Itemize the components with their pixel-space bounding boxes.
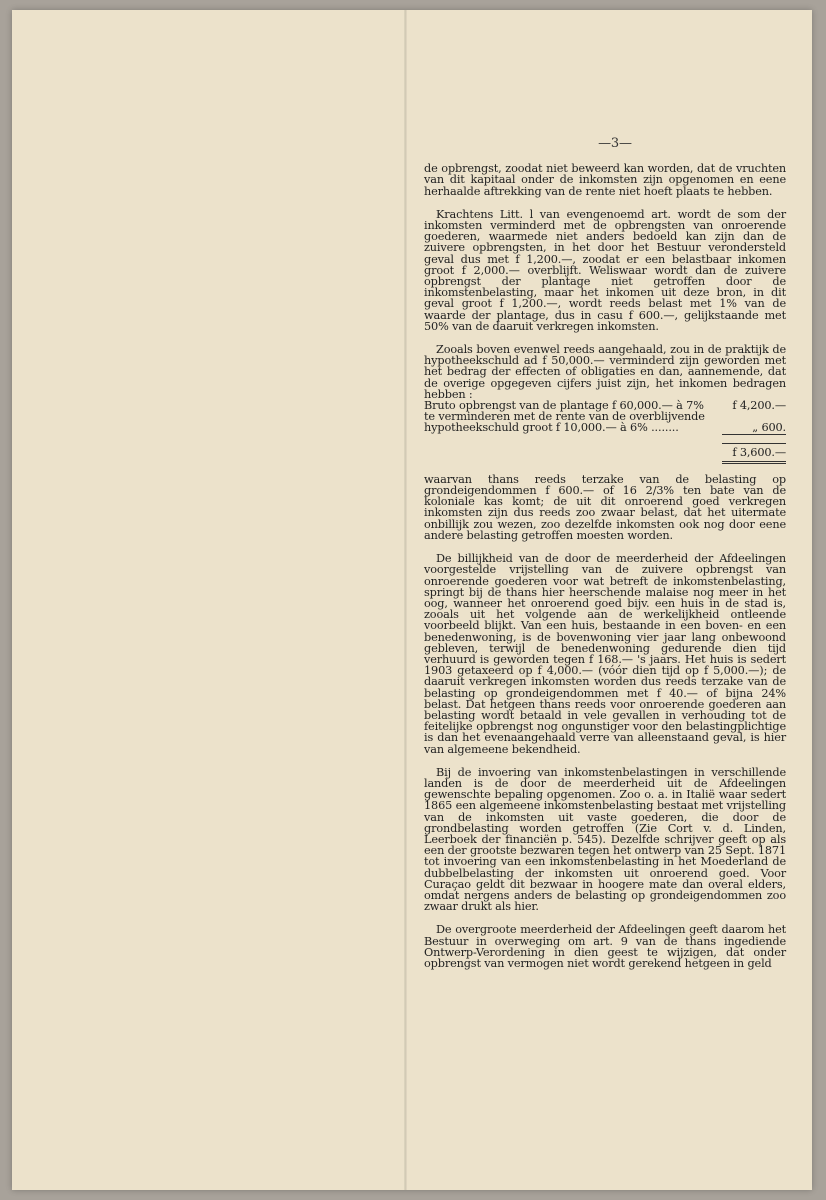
calculation-amount-gross: f 4,200.— <box>732 399 786 413</box>
calculation-total-row <box>424 443 786 464</box>
paragraph-7: De overgroote meerderheid der Afdeelingen geeft daarom het Bestuur in overweging om art. 9 van de thans ingediende Ontwerp-Verordening in dien geest te wijzigen, dat onder opbrengst van vermogen niet wordt gerekend hetgeen in geld <box>424 923 786 970</box>
calculation-amount-interest: „ 600. <box>722 422 786 434</box>
document-page <box>12 10 812 1190</box>
calculation-label-deduct: te verminderen met de rente van de overblijvende <box>424 410 705 424</box>
page-fold <box>404 10 407 1190</box>
paragraph-3-block <box>424 344 786 464</box>
paragraph-1: de opbrengst, zoodat niet beweerd kan worden, dat de vruchten van dit kapitaal onder de inkomsten zijn opgenomen en eene herhaalde aftrekking van de rente niet hoeft plaats te hebben. <box>424 162 786 198</box>
paragraph-6: Bij de invoering van inkomstenbelastingen in verschillende landen is de door de meerderheid uit de Afdeelingen gewenschte bepaling opgenomen. Zoo o. a. in Italië waar sedert 1865 een algemeene inkomstenbelasting bestaat met vrijstelling van de inkomsten uit vaste goederen, die door de grondbelasting worden getroffen (Zie Cort v. d. Linden, Leerboek der financiën p. 545). Dezelfde schrijver geeft op als een der grootste bezwaren tegen het ontwerp van 25 Sept. 1871 tot invoering van een inkomstenbelasting in het Moederland de dubbelbelasting der inkomsten uit onroerend goed. Voor Curaçao geldt dit bezwaar in hoogere mate dan overal elders, omdat nergens anders de belasting op grondeigendommen zoo zwaar drukt als hier. <box>424 765 786 914</box>
text-column <box>424 138 786 981</box>
calculation-total: f 3,600.— <box>722 443 786 464</box>
calculation-label-interest: hypotheekschuld groot f 10,000.— à 6% ........ <box>424 421 679 435</box>
paragraph-2: Krachtens Litt. l van evengenoemd art. wordt de som der inkomsten verminderd met de opbrengsten van onroerende goederen, waarmede niet anders bedoeld kan zijn dan de zuivere opbrengsten, in het door het Bestuur verondersteld geval dus met f 1,200.—, zoodat er een belastbaar inkomen groot f 2,000.— overblijft. Weliswaar wordt dan de zuivere opbrengst der plantage niet getroffen door de inkomstenbelasting, maar het inkomen uit deze bron, in dit geval groot f 1,200.—, wordt reeds belast met 1% van de waarde der plantage, dus in casu f 600.—, gelijkstaande met 50% van de daaruit verkregen inkomsten. <box>424 207 786 333</box>
calculation-row-interest <box>424 422 786 434</box>
paragraph-3: Zooals boven evenwel reeds aangehaald, zou in de praktijk de hypotheekschuld ad f 50,000.— verminderd zijn geworden met het bedrag der effecten of obligaties en dan, aannemende, dat de overige opgegeven cijfers juist zijn, het inkomen bedragen hebben : <box>424 343 786 401</box>
paragraph-4: waarvan thans reeds terzake van de belasting op grondeigendommen f 600.— of 16 2/3% ten bate van de koloniale kas komt; de uit dit onroerend goed verkregen inkomsten zijn dus reeds zoo zwaar belast, dat het uitermate onbillijk zou wezen, zoo dezelfde inkomsten ook nog door eene andere belasting getroffen moesten worden. <box>424 472 786 542</box>
calculation-label-gross: Bruto opbrengst van de plantage f 60,000.— à 7% <box>424 399 704 413</box>
page-number: —3— <box>598 136 632 151</box>
paragraph-5: De billijkheid van de door de meerderheid der Afdeelingen voorgestelde vrijstelling van de zuivere opbrengst van onroerende goederen voor wat betreft de inkomstenbelasting, springt bij de thans hier heerschende malaise nog meer in het oog, wanneer het onroerend goed bijv. een huis in de stad is, zooals uit het volgende aan de werkelijkheid ontleende voorbeeld blijkt. Van een huis, bestaande in een boven- en een benedenwoning, is de bovenwoning vier jaar lang onbewoond gebleven, terwijl de benedenwoning gedurende dien tijd verhuurd is geworden tegen f 168.— 's jaars. Het huis is sedert 1903 getaxeerd op f 4,000.— (vóór dien tijd op f 5,000.—); de daaruit verkregen inkomsten worden dus reeds terzake van de belasting op grondeigendommen met f 40.— of bijna 24% belast. Dat hetgeen thans reeds voor onroerende goederen aan belasting wordt betaald in vele gevallen in verhouding tot de feitelijke opbrengst nog ongunstiger voor den belastingplichtige is dan het evenaangehaald verre van alleenstaand geval, is hier van algemeene bekendheid. <box>424 552 786 756</box>
